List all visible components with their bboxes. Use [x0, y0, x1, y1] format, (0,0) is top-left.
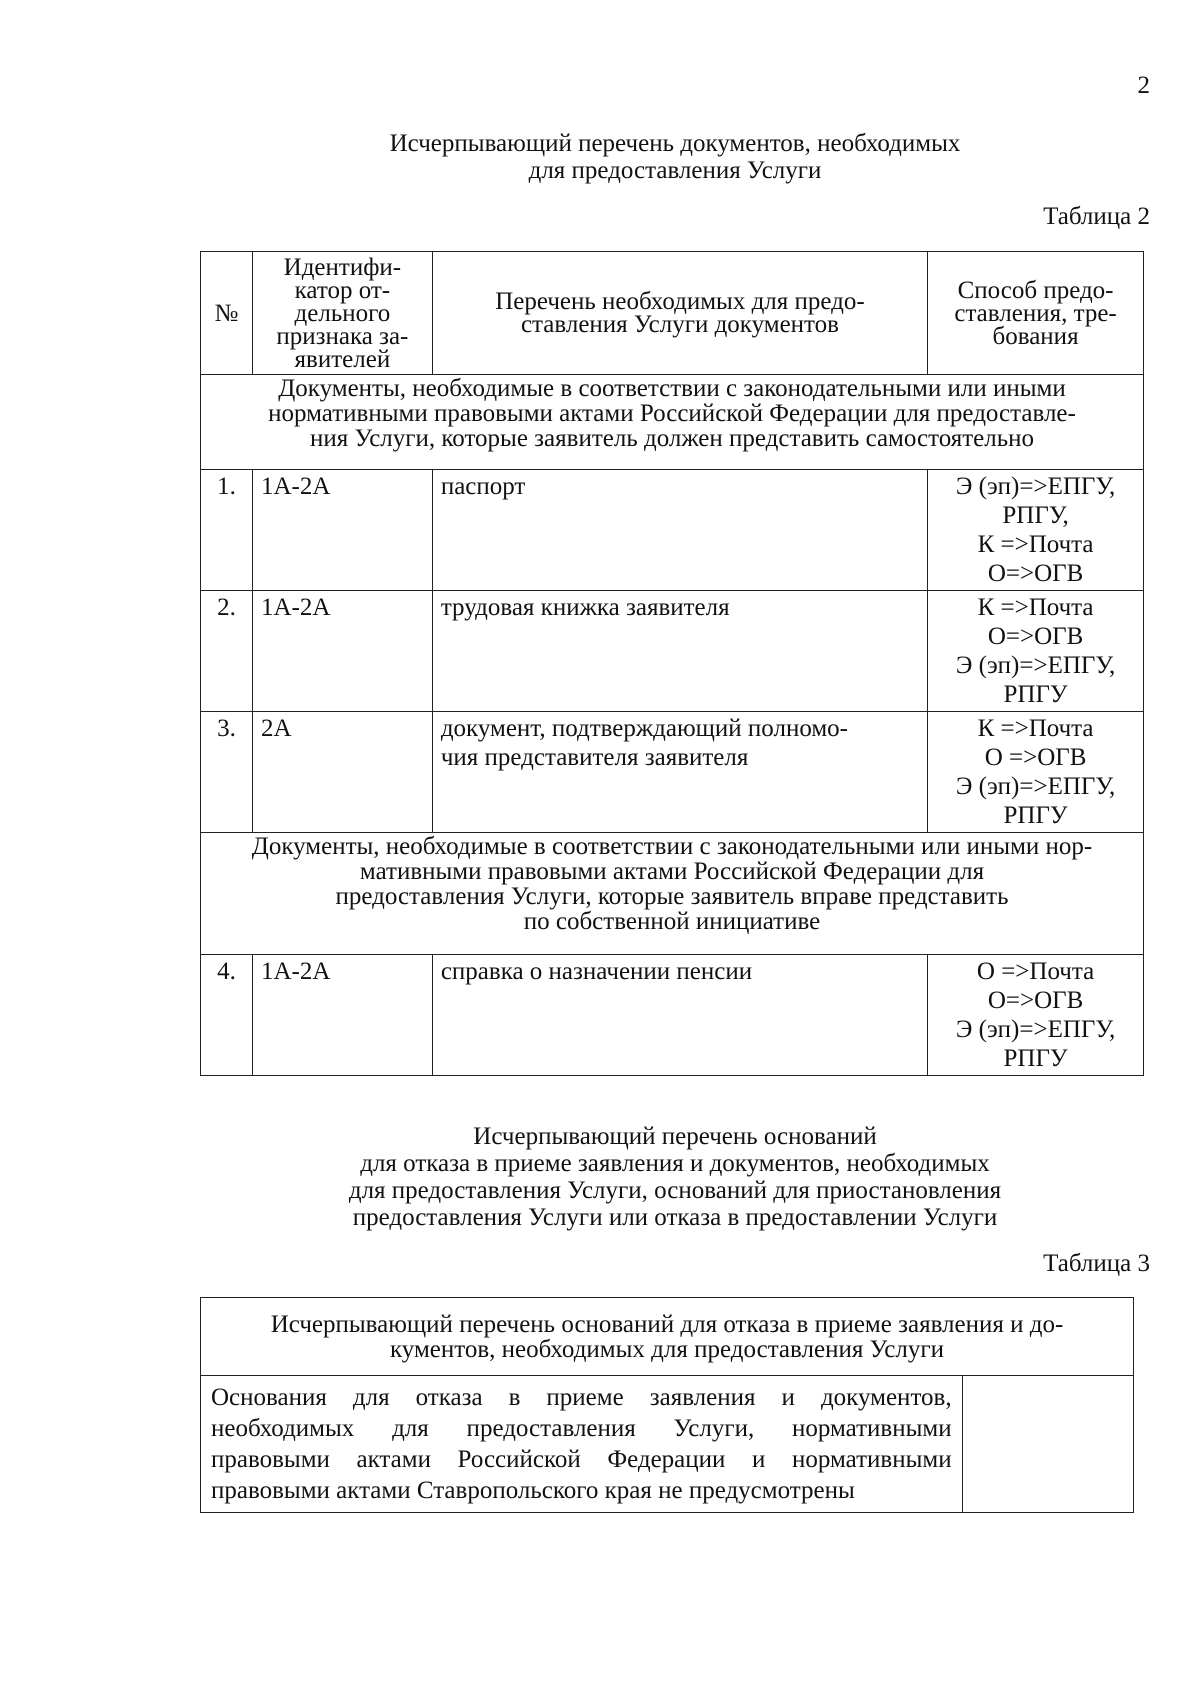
header-line: бования — [992, 322, 1079, 350]
page-number: 2 — [1137, 72, 1150, 99]
doc-line: справка о назначении пенсии — [440, 958, 753, 985]
header-line: Перечень необходимых для предо- — [495, 288, 865, 315]
header-line: Способ предо- — [957, 276, 1114, 304]
row-document — [432, 591, 927, 712]
table3-header-row — [201, 1298, 1134, 1376]
row-method — [928, 712, 1144, 833]
table-row — [201, 470, 1144, 591]
section-row — [201, 833, 1144, 955]
header-line: ставления, тре- — [954, 299, 1117, 327]
table3-caption: Таблица 3 — [1043, 1250, 1150, 1277]
body-line: правовыми актами Российской Федерации и нормативными — [211, 1446, 952, 1473]
row-number: 2. — [201, 591, 253, 712]
col-header-num: № — [201, 252, 253, 375]
header-line: дельного — [294, 299, 391, 327]
header-line: явителей — [294, 345, 391, 373]
row-method — [928, 470, 1144, 591]
method-line: О =>Почта — [976, 958, 1095, 985]
doc-line: чия представителя заявителя — [440, 744, 749, 771]
method-line: О=>ОГВ — [987, 623, 1084, 650]
section-line: мативными правовыми актами Российской Федерации для — [359, 858, 985, 885]
heading-line: Исчерпывающий перечень оснований — [473, 1123, 877, 1150]
method-line: Э (эп)=>ЕПГУ, — [955, 473, 1116, 500]
method-line: К =>Почта — [977, 715, 1094, 742]
col-header-id — [252, 252, 432, 375]
row-identifier: 2А — [252, 712, 432, 833]
header-line: Идентифи- — [283, 253, 402, 281]
header-line: катор от- — [294, 276, 391, 304]
doc-line: паспорт — [440, 473, 526, 500]
row-method — [928, 955, 1144, 1076]
col-header-docs — [432, 252, 927, 375]
table-header-row — [201, 252, 1144, 375]
table-row — [201, 591, 1144, 712]
section-line: Документы, необходимые в соответствии с законодательными или иными нор- — [251, 833, 1093, 860]
section-line: Документы, необходимые в соответствии с законодательными или иными — [278, 375, 1066, 402]
section-line: по собственной инициативе — [523, 908, 821, 935]
table3 — [200, 1297, 1134, 1513]
heading-line: для предоставления Услуги, оснований для приостановления — [348, 1177, 1002, 1204]
method-line: РПГУ — [1003, 1045, 1068, 1072]
table-row — [201, 712, 1144, 833]
section-heading-mandatory — [201, 375, 1144, 470]
section-line: предоставления Услуги, которые заявитель вправе представить — [335, 883, 1009, 910]
row-identifier: 1А-2А — [252, 955, 432, 1076]
method-line: О=>ОГВ — [987, 560, 1084, 587]
row-document — [432, 712, 927, 833]
method-line: О=>ОГВ — [987, 987, 1084, 1014]
method-line: РПГУ — [1003, 802, 1068, 829]
table2 — [200, 251, 1144, 1076]
section-row — [201, 375, 1144, 470]
row-number: 1. — [201, 470, 253, 591]
method-line: РПГУ — [1003, 681, 1068, 708]
table3-body-row — [201, 1376, 1134, 1513]
row-number: 4. — [201, 955, 253, 1076]
row-number: 3. — [201, 712, 253, 833]
section-line: нормативными правовыми актами Российской Федерации для предоставле- — [268, 400, 1076, 427]
method-line: РПГУ, — [1002, 502, 1069, 529]
header-line: кументов, необходимых для предоставления Услуги — [389, 1335, 944, 1363]
header-line: Исчерпывающий перечень оснований для отказа в приеме заявления и до- — [270, 1310, 1064, 1338]
method-line: Э (эп)=>ЕПГУ, — [955, 1016, 1116, 1043]
method-line: К =>Почта — [977, 594, 1094, 621]
heading-line: предоставления Услуги или отказа в предоставлении Услуги — [352, 1204, 998, 1231]
doc-line: документ, подтверждающий полномо- — [440, 715, 848, 742]
body-line: необходимых для предоставления Услуги, нормативными — [211, 1415, 952, 1442]
table2-heading — [200, 130, 1150, 184]
table3-empty-cell — [962, 1376, 1133, 1513]
row-document — [432, 955, 927, 1076]
row-document — [432, 470, 927, 591]
method-line: Э (эп)=>ЕПГУ, — [955, 773, 1116, 800]
heading-line: для отказа в приеме заявления и документов, необходимых — [360, 1150, 990, 1177]
row-identifier: 1А-2А — [252, 470, 432, 591]
row-identifier: 1А-2А — [252, 591, 432, 712]
body-line: Основания для отказа в приеме заявления и документов, — [211, 1384, 952, 1411]
method-line: К =>Почта — [977, 531, 1094, 558]
table2-caption: Таблица 2 — [1043, 203, 1150, 230]
header-line: признака за- — [276, 322, 409, 350]
table3-heading — [200, 1123, 1150, 1231]
heading-line: Исчерпывающий перечень документов, необходимых — [389, 130, 961, 157]
table-row — [201, 955, 1144, 1076]
section-line: ния Услуги, которые заявитель должен представить самостоятельно — [309, 425, 1034, 452]
method-line: Э (эп)=>ЕПГУ, — [955, 652, 1116, 679]
method-line: О =>ОГВ — [984, 744, 1087, 771]
col-header-method — [928, 252, 1144, 375]
section-heading-optional — [201, 833, 1144, 955]
row-method — [928, 591, 1144, 712]
body-line: правовыми актами Ставропольского края не предусмотрены — [211, 1477, 855, 1504]
table3-header-cell — [201, 1298, 1134, 1376]
table3-grounds-cell — [201, 1376, 963, 1513]
doc-line: трудовая книжка заявителя — [440, 594, 730, 621]
header-line: ставления Услуги документов — [520, 311, 839, 338]
heading-line: для предоставления Услуги — [528, 157, 822, 184]
